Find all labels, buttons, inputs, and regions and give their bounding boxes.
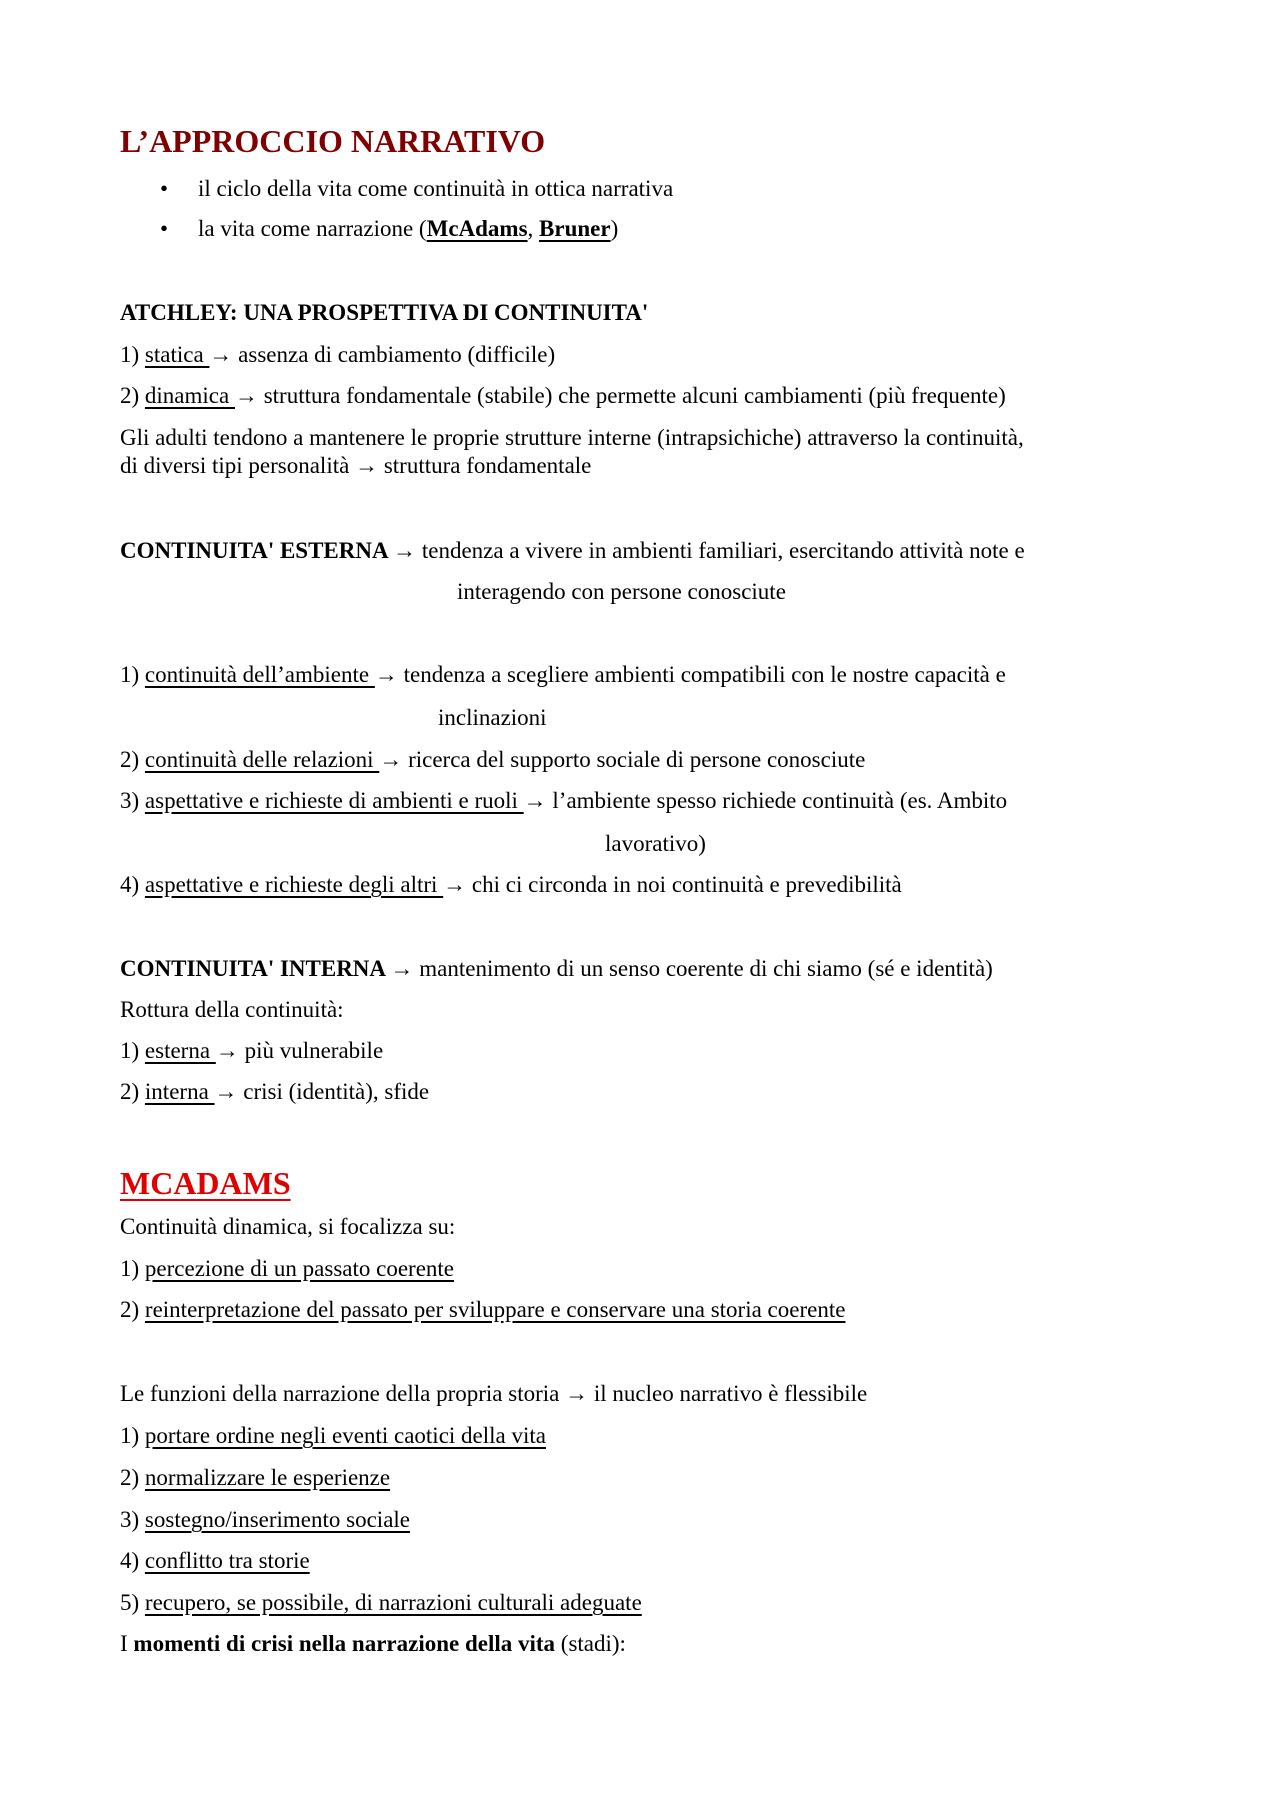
- list-item: [120, 1078, 429, 1106]
- item-number: 2): [120, 747, 145, 772]
- item-term: continuità delle relazioni: [144, 747, 380, 772]
- section-heading-mcadams: MCADAMS: [120, 1165, 291, 1201]
- list-item: [120, 871, 902, 899]
- item-number: 1): [120, 1423, 145, 1448]
- section-heading-interna: CONTINUITA' INTERNA: [120, 956, 391, 981]
- list-item: [120, 1296, 845, 1324]
- item-term: conflitto tra storie: [144, 1548, 310, 1573]
- paragraph-line: di diversi tipi personalità → struttura fondamentale: [120, 453, 592, 478]
- item-text: → assenza di cambiamento (difficile): [209, 342, 556, 367]
- item-number: 4): [120, 872, 145, 897]
- section-heading-esterna: CONTINUITA' ESTERNA: [120, 538, 394, 563]
- list-item: [120, 1255, 454, 1283]
- list-item: [120, 1037, 383, 1065]
- item-term: esterna: [144, 1038, 216, 1063]
- item-number: 2): [120, 1079, 145, 1104]
- item-text: → l’ambiente spesso richiede continuità (es. Ambito: [523, 788, 1008, 813]
- item-term: recupero, se possibile, di narrazioni culturali adeguate: [144, 1590, 642, 1615]
- item-text: → struttura fondamentale (stabile) che permette alcuni cambiamenti (più frequente): [234, 383, 1006, 408]
- item-term: aspettative e richieste di ambienti e ruoli: [144, 788, 524, 813]
- bullet-text: [198, 215, 618, 243]
- item-text: → più vulnerabile: [215, 1038, 384, 1063]
- paragraph-line: [120, 1630, 626, 1658]
- text: ): [610, 216, 619, 241]
- item-term: statica: [144, 342, 210, 367]
- item-term: reinterpretazione del passato per sviluppare e conservare una storia coerente: [144, 1297, 846, 1322]
- list-item: [120, 1547, 310, 1575]
- item-term: percezione di un passato coerente: [144, 1256, 454, 1281]
- section-interna: [120, 955, 993, 983]
- bullet-icon: •: [160, 216, 169, 241]
- text: (stadi):: [555, 1631, 626, 1656]
- continuation-line: lavorativo): [605, 831, 706, 856]
- paragraph-line: Rottura della continuità:: [120, 997, 344, 1022]
- item-number: 3): [120, 788, 145, 813]
- item-text: → crisi (identità), sfide: [214, 1079, 430, 1104]
- paragraph-line: Gli adulti tendono a mantenere le proprie strutture interne (intrapsichiche) attraverso la continuità,: [120, 425, 1024, 450]
- item-number: 5): [120, 1590, 145, 1615]
- item-text: → tendenza a scegliere ambienti compatibili con le nostre capacità e: [374, 662, 1006, 687]
- list-item: [120, 1589, 642, 1617]
- bullet-item: [120, 175, 1160, 203]
- item-number: 2): [120, 1297, 145, 1322]
- text: ,: [527, 216, 540, 241]
- emphasis: momenti di crisi nella narrazione della vita: [133, 1631, 556, 1656]
- list-item: [120, 382, 1006, 410]
- item-number: 1): [120, 662, 145, 687]
- item-term: sostegno/inserimento sociale: [144, 1507, 411, 1532]
- bullet-icon: •: [160, 176, 169, 201]
- section-esterna: [120, 537, 1025, 565]
- item-term: continuità dell’ambiente: [144, 662, 375, 687]
- text: I: [120, 1631, 134, 1656]
- continuation-line: inclinazioni: [438, 705, 547, 730]
- section-heading-atchley: ATCHLEY: UNA PROSPETTIVA DI CONTINUITA': [120, 300, 649, 325]
- text: la vita come narrazione (: [198, 216, 427, 241]
- list-item: [120, 661, 1006, 689]
- item-term: normalizzare le esperienze: [144, 1465, 391, 1490]
- mcadams-ref: McAdams: [426, 216, 528, 241]
- item-term: portare ordine negli eventi caotici della vita: [144, 1423, 546, 1448]
- item-term: aspettative e richieste degli altri: [144, 872, 444, 897]
- list-item: [120, 341, 555, 369]
- list-item: [120, 1422, 546, 1450]
- item-number: 1): [120, 1038, 145, 1063]
- item-text: → mantenimento di un senso coerente di chi siamo (sé e identità): [390, 956, 993, 981]
- item-text: → chi ci circonda in noi continuità e prevedibilità: [443, 872, 902, 897]
- list-item: [120, 787, 1007, 815]
- paragraph-line: Continuità dinamica, si focalizza su:: [120, 1214, 456, 1239]
- list-item: [120, 1506, 410, 1534]
- item-term: interna: [144, 1079, 215, 1104]
- item-text: → ricerca del supporto sociale di persone conosciute: [379, 747, 866, 772]
- continuation-line: interagendo con persone conosciute: [457, 579, 786, 604]
- page-title: L’APPROCCIO NARRATIVO: [120, 123, 546, 159]
- item-number: 2): [120, 383, 145, 408]
- item-number: 2): [120, 1465, 145, 1490]
- bruner-ref: Bruner: [539, 216, 611, 241]
- item-text: → tendenza a vivere in ambienti familiari, esercitando attività note e: [393, 538, 1025, 563]
- paragraph-line: Le funzioni della narrazione della propria storia → il nucleo narrativo è flessibile: [120, 1381, 868, 1406]
- item-number: 1): [120, 342, 145, 367]
- list-item: [120, 746, 865, 774]
- list-item: [120, 1464, 390, 1492]
- item-number: 3): [120, 1507, 145, 1532]
- item-number: 1): [120, 1256, 145, 1281]
- item-number: 4): [120, 1548, 145, 1573]
- bullet-item: [120, 215, 1160, 243]
- item-term: dinamica: [144, 383, 235, 408]
- bullet-text: il ciclo della vita come continuità in ottica narrativa: [198, 176, 674, 201]
